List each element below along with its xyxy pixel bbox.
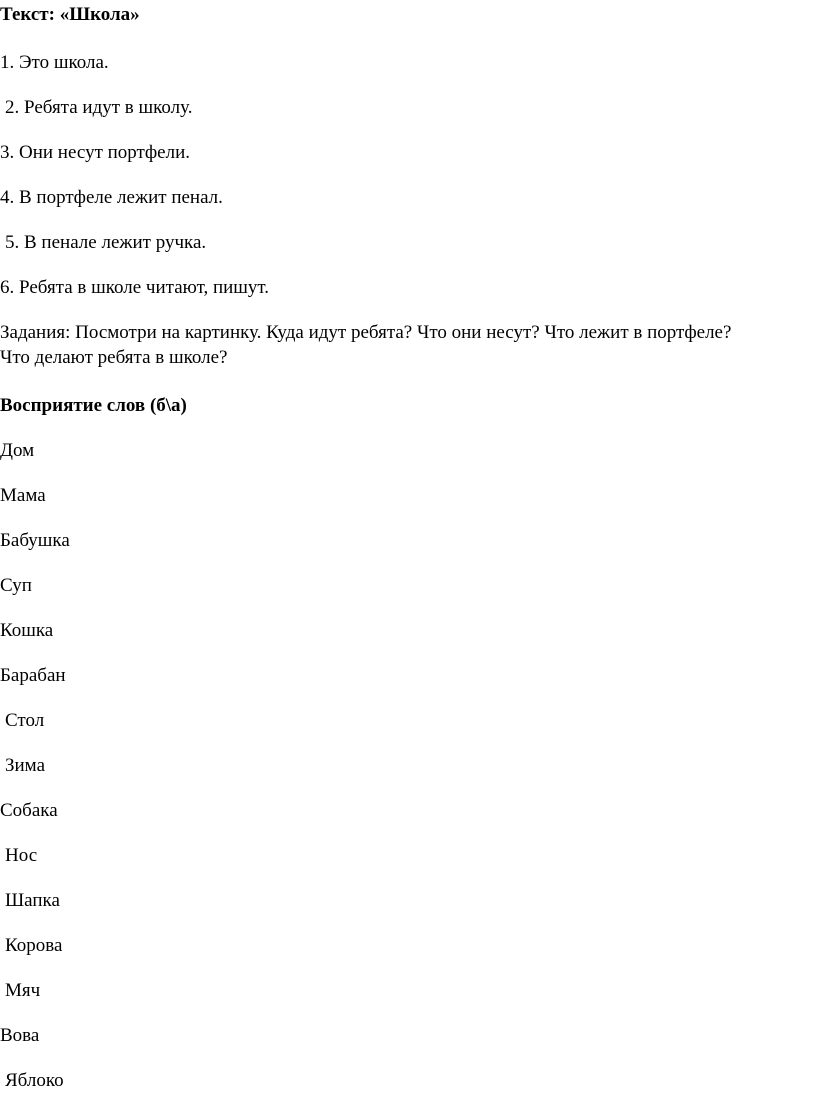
word-item: Шапка [5,890,60,911]
word-item: Корова [5,935,63,956]
tasks-line-1: Задания: Посмотри на картинку. Куда идут ребята? Что они несут? Что лежит в портфеле? [0,322,732,343]
sentence-1: 1. Это школа. [0,52,109,73]
sentence-3: 3. Они несут портфели. [0,142,190,163]
sentence-5: 5. В пенале лежит ручка. [5,232,207,253]
words-heading: Восприятие слов (б\а) [0,395,187,416]
word-item: Мяч [5,980,41,1001]
sentence-4: 4. В портфеле лежит пенал. [0,187,223,208]
tasks-line-2: Что делают ребята в школе? [0,347,228,368]
word-item: Бабушка [0,530,70,551]
sentence-6: 6. Ребята в школе читают, пишут. [0,277,270,298]
word-item: Дом [0,440,35,461]
sentence-2: 2. Ребята идут в школу. [5,97,193,118]
word-item: Нос [5,845,38,866]
text-title: Текст: «Школа» [0,4,140,25]
word-item: Яблоко [5,1070,64,1091]
word-item: Суп [0,575,32,596]
word-item: Зима [5,755,46,776]
word-item: Кошка [0,620,54,641]
word-item: Стол [5,710,45,731]
word-item: Собака [0,800,58,821]
word-item: Барабан [0,665,66,686]
word-item: Вова [0,1025,40,1046]
word-item: Мама [0,485,46,506]
